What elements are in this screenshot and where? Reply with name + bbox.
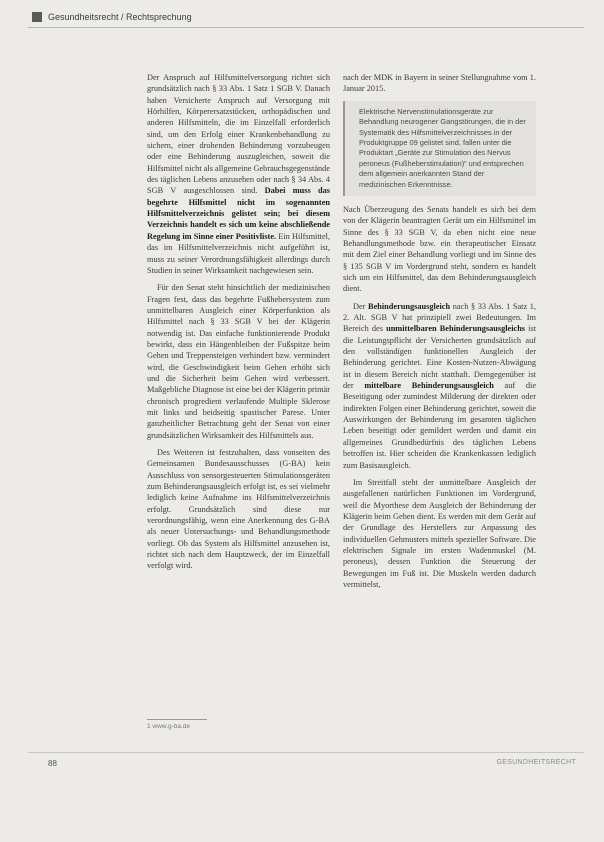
- right-p3-text-c: nach § 33 Abs. 1 Satz 1, 2. Alt. SGB V hat prinzipiell zwei Bedeutungen. Im Bereich des: [343, 301, 536, 334]
- left-p1-text-c: Ein Hilfsmittel, das im Hilfsmittelverzeichnis nicht aufgeführt ist, muss zu seiner Verordnungsfähigkeit allerdings durch Studien in seiner Wirksamkeit nachgewiesen sein.: [147, 231, 331, 275]
- info-box: Elektrische Nervenstimulationsgeräte zur Behandlung neurogener Gangstörungen, die in der Systematik des Hilfsmittelverzeichnisses in der Produktgruppe 09 gelistet sind, fallen unter die Produktart „Geräte zur Stimulation des Nervus peroneus (Fußheberstimulation)“ und entsprechen dem allgemein anerkannten Stand der medizinischen Erkenntnisse.: [343, 101, 536, 196]
- journal-name: GESUNDHEITSRECHT: [496, 759, 576, 766]
- right-p3-text-e: ist die Leistungspflicht der Versicherten grundsätzlich auf den vollständigen funktionellen Ausgleich der Behinderung gerichtet. Eine Kosten-Nutzen-Abwägung ist in diesem Bereich nicht statthaft. Demgegenüber ist der: [343, 324, 536, 391]
- right-p3-bold-2: unmittelbaren Behinderungsausgleichs: [386, 324, 526, 334]
- left-p1-text-a: Der Anspruch auf Hilfsmittelversorgung richtet sich grundsätzlich nach § 33 Abs. 1 Satz 1 SGB V. Danach haben Versicherte Anspruch auf Versorgung mit Hörhilfen, Körperersatzstücken, orthopädischen und anderen Hilfsmitteln, die im Einzelfall erforderlich sind, um den Erfolg einer Krankenbehandlung zu sichern, einer drohenden Behinderung vorzubeugen oder eine Behinderung auszugleichen, soweit die Hilfsmittel nicht als allgemeine Gebrauchsgegenstände des täglichen Lebens anzusehen oder nach § 34 Abs. 4 SGB V ausgeschlossen sind.: [147, 73, 330, 196]
- right-column: [343, 72, 536, 596]
- section-marker: [32, 12, 42, 22]
- footnote-rule: [147, 719, 207, 720]
- right-paragraph-3: [343, 301, 536, 471]
- right-p3-text-g: auf die Beseitigung oder zumindest Milderung der direkten oder indirekten Folgen einer Behinderung gerichtet, soweit die Auswirkungen der Behinderung im gesamten täglichen Leben beseitigt oder gemildert werden und damit ein allgemeines Grundbedürfnis des täglichen Lebens betroffen ist. Hier scheiden die Krankenkassen lediglich zum Basisausgleich.: [343, 381, 536, 470]
- bottom-rule: [28, 752, 584, 753]
- left-paragraph-3: Des Weiteren ist festzuhalten, dass vonseiten des Gemeinsamen Bundesausschusses (G-BA) kein Ausschluss von sensorgesteuerten Stimulationsgeräten zum Behinderungsausgleich erfolgt ist, es sei vielmehr lediglich keine Aufnahme ins Hilfsmittelverzeichnis erfolgt. Grundsätzlich sind diese nur verordnungsfähig, wenn eine Anerkennung des G-BA als neuer Untersuchungs- und Behandlungsmethode vorliegt. Ob das System als Hilfsmittel anzusehen ist, richtet sich nach dem Hauptzweck, der im Einzelfall verfolgt wird.: [147, 448, 330, 571]
- left-column: [147, 72, 330, 578]
- running-head: [32, 10, 192, 24]
- top-rule: [28, 27, 584, 28]
- right-paragraph-2: Nach Überzeugung des Senats handelt es sich bei dem von der Klägerin beantragten Gerät um ein Hilfsmittel im Sinne des § 33 SGB V, da eben nicht eine neue Behandlungsmethode bzw. ein therapeutischer Einsatz mit dem Ziel einer Behandlung vorliegt und im Sinne des § 135 SGB V im Vordergrund steht, sondern es handelt sich um ein Hilfsmittel, das dem Behinderungsausgleich dient.: [343, 204, 536, 294]
- right-p3-text-a: Der: [353, 301, 369, 311]
- right-p3-bold-3: mittelbare Behinderungsausgleich: [364, 381, 494, 391]
- running-head-text: Gesundheitsrecht / Rechtsprechung: [48, 12, 192, 22]
- right-paragraph-1: nach der MDK in Bayern in seiner Stellungnahme vom 1. Januar 2015.: [343, 73, 536, 94]
- left-paragraph-1: [147, 72, 330, 276]
- right-p3-bold-1: Behinderungsausgleich: [368, 301, 451, 311]
- left-p1-bold: Dabei muss das begehrte Hilfsmittel nicht im sogenannten Hilfsmittelverzeichnis gelistet sein; bei diesem Verzeichnis handelt es sich um keine abschließende Regelung im Sinne einer Positivliste.: [147, 186, 331, 241]
- right-paragraph-4: Im Streitfall steht der unmittelbare Ausgleich der ausgefallenen natürlichen Funktionen im Vordergrund, weil die Myorthese dem Ausgleich der Behinderung der Klägerin beim Gehen dient. Es werden mit dem Gerät auf der Grundlage des Herstellers zur Anpassung des individuellen Gehmusters mittels spezieller Software. Die elektrischen Signale im ersten Wadenmuskel (M. peroneus), dessen Funktion die Steuerung der Bewegungen im Fuß ist. Die Muskeln werden dadurch vermittelst,: [343, 477, 536, 589]
- footnote: 1 www.g-ba.de: [147, 723, 190, 730]
- page-number: 88: [48, 759, 57, 768]
- left-paragraph-2: Für den Senat steht hinsichtlich der medizinischen Fragen fest, dass das begehrte Fußhebersystem zum unmittelbaren Ausgleich einer Körperfunktion als Hilfsmittel nach § 33 SGB V bei der Klägerin notwendig ist. Das einfache funktionierende Produkt bewirkt, dass ein Hängenbleiben der Fußspitze beim Gehen und Treppensteigen verhindert bzw. vermindert wird, die Geschwindigkeit beim Gehen erhöht sich und die Sicherheit beim Gehen wird verbessert. Maßgebliche Diagnose ist eine bei der Klägerin primär chronisch progredient verlaufende Multiple Sklerose mit links und beidseitig spastischer Parese. Unter ganzheitlicher Betrachtung geht der Senat von einer grundsätzlichen Wirksamkeit des Hilfsmittels aus.: [147, 283, 330, 440]
